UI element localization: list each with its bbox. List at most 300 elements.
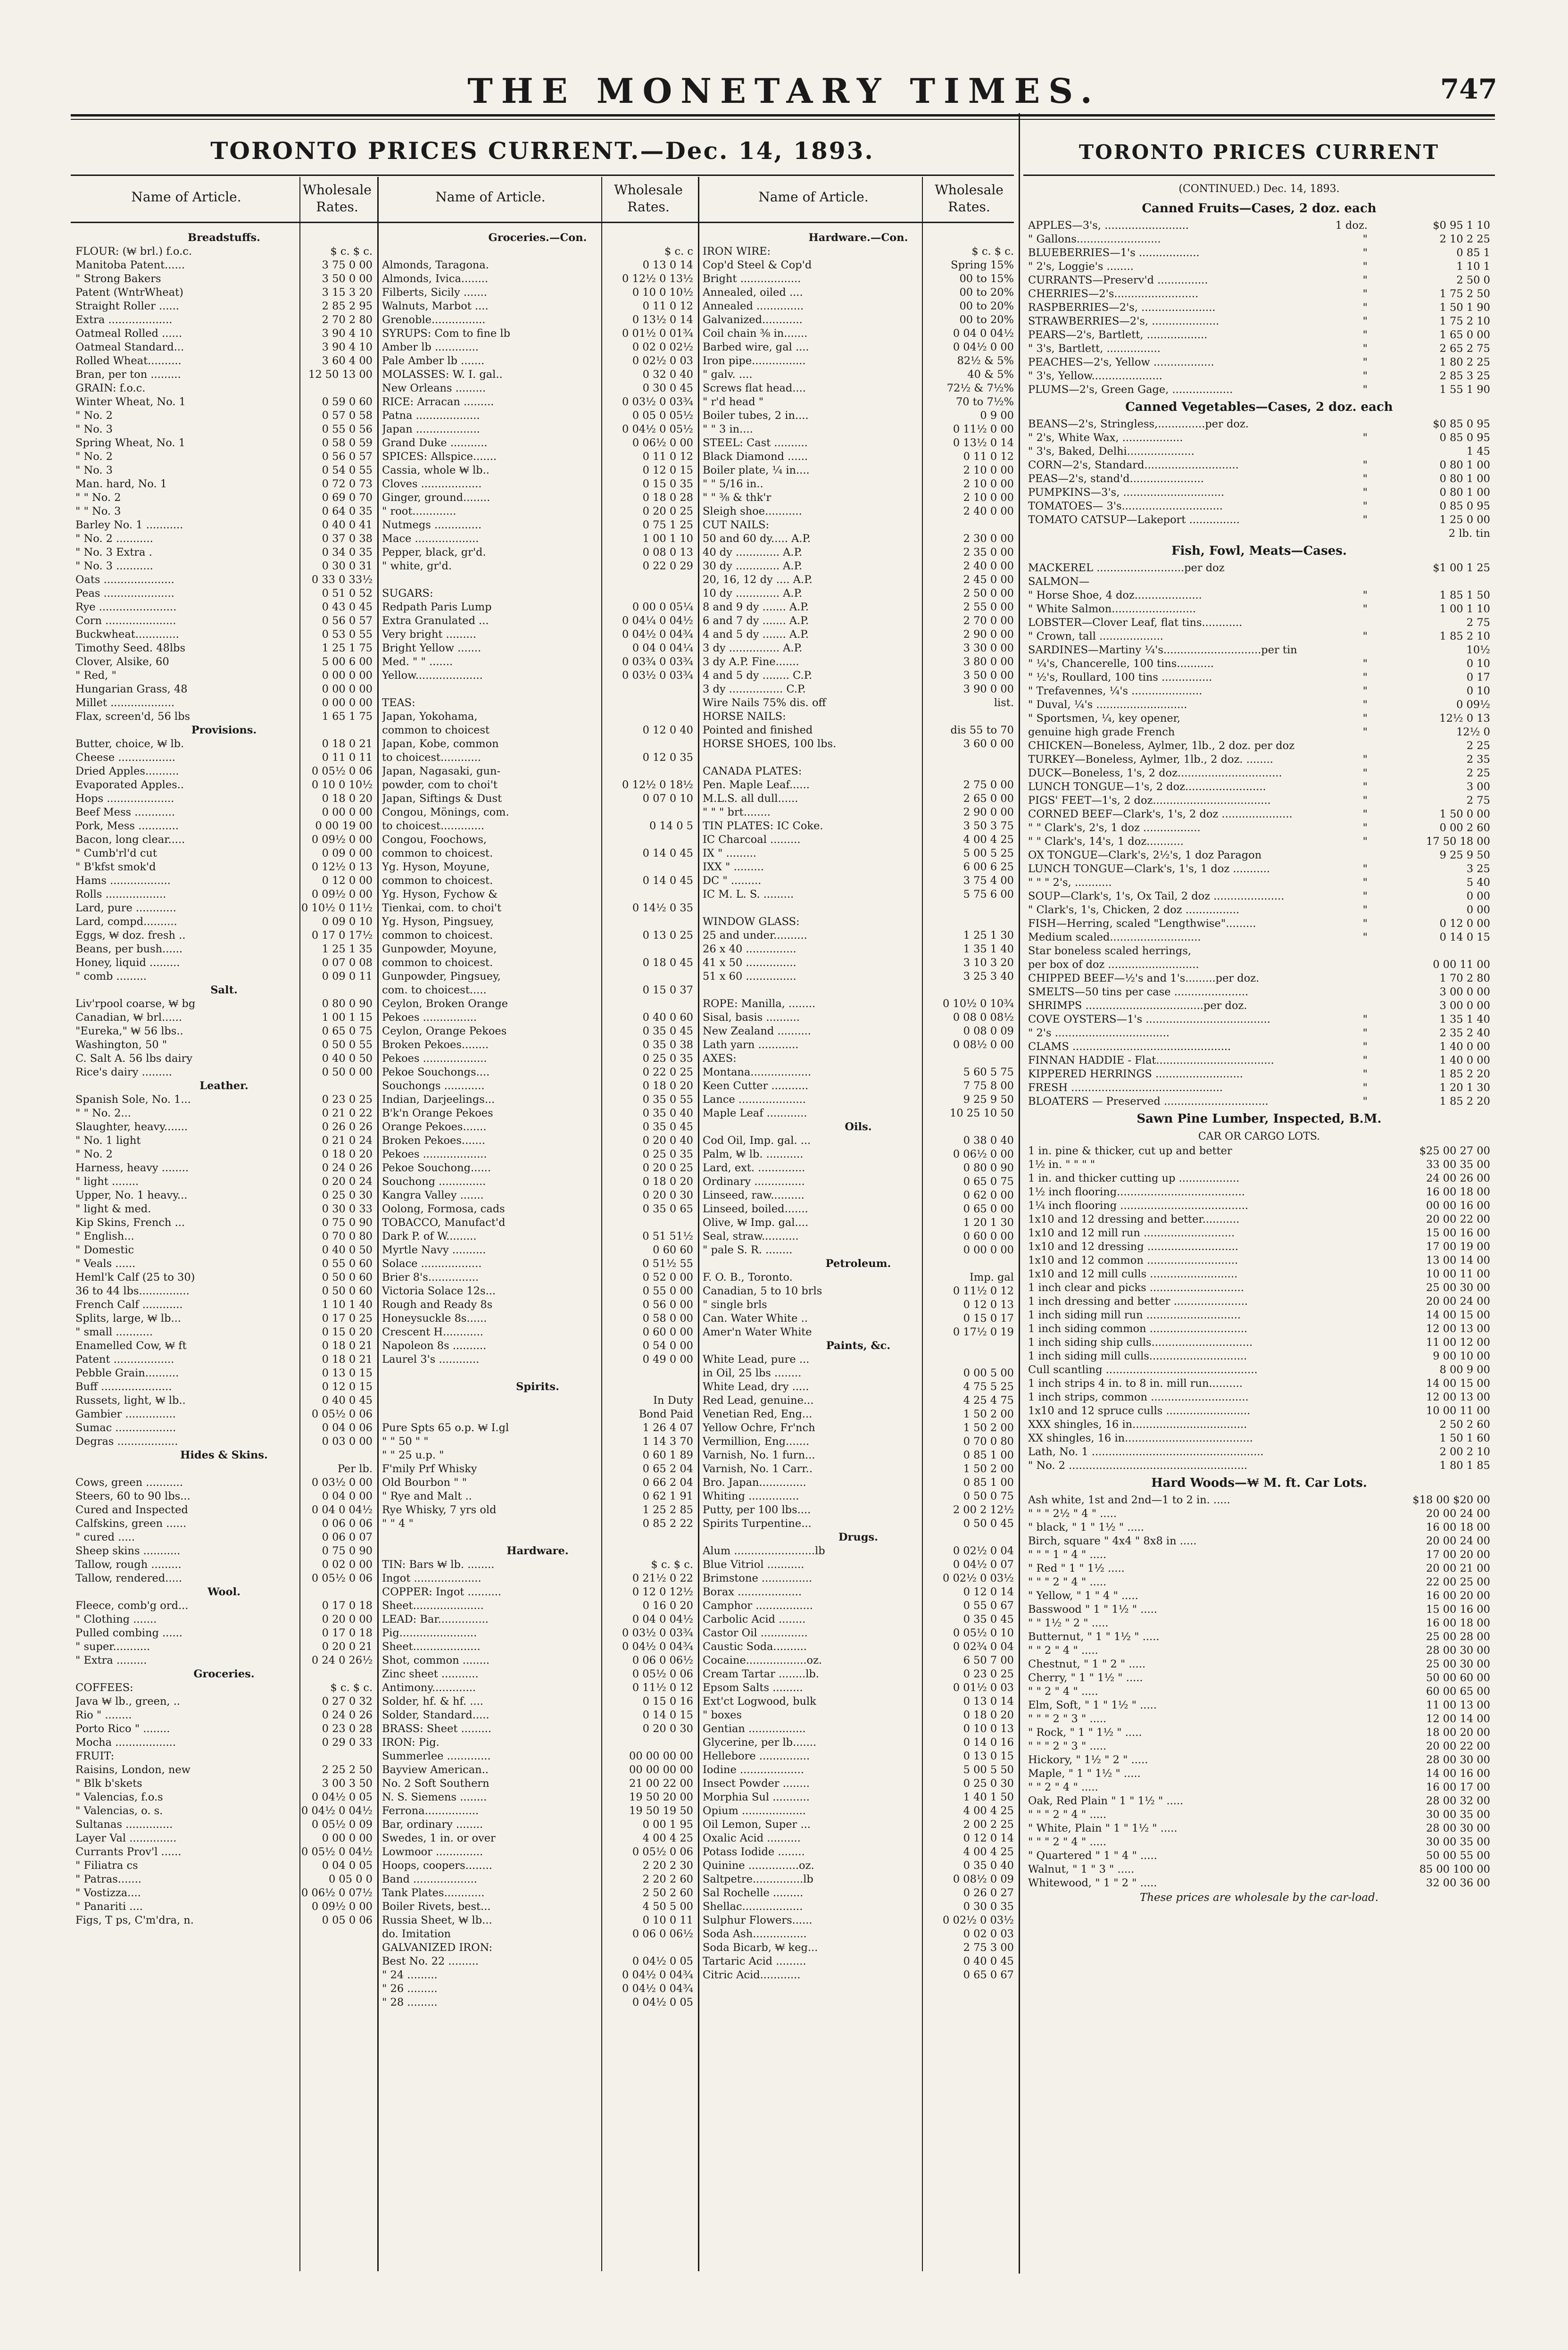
price-row: [1028, 1213, 1490, 1226]
price-row: [382, 1695, 693, 1708]
article-name: Redpath Paris Lump: [382, 601, 492, 613]
wholesale-rate: 15 00 16 00: [1426, 1227, 1490, 1239]
unit-mark: ": [1362, 1041, 1368, 1053]
price-row: [703, 1353, 1014, 1367]
article-name: TURKEY—Boneless, Aylmer, 1lb., 2 doz. ........: [1028, 753, 1273, 766]
article-name: " " " brt........: [703, 806, 771, 818]
article-name: " Rock, " 1 " 1½ " .....: [1028, 1726, 1142, 1739]
wholesale-rate: 0 18 0 20: [963, 1709, 1014, 1721]
wholesale-rate: 0 55 0 00: [642, 1285, 693, 1297]
price-row: [703, 368, 1014, 382]
article-name: GRAIN: f.o.c.: [75, 382, 146, 394]
price-row: [703, 532, 1014, 546]
price-row: [382, 1640, 693, 1654]
wholesale-rate: 0 18 0 45: [642, 957, 693, 969]
article-name: " Valencias, o. s.: [75, 1805, 163, 1817]
price-row: [382, 1476, 693, 1490]
wholesale-rate: 1 45: [1466, 445, 1490, 458]
lumber-heading: Sawn Pine Lumber, Inspected, B.M.: [1137, 1112, 1382, 1126]
wholesale-rate: 0 04 0 05: [322, 1859, 373, 1872]
section-heading: Petroleum.: [825, 1258, 891, 1270]
wholesale-rate: 0 50 0 60: [322, 1271, 373, 1283]
article-name: " super...........: [75, 1641, 150, 1653]
price-row: [1028, 1617, 1490, 1630]
wholesale-rate: 9 00 10 00: [1433, 1350, 1490, 1362]
article-name: " ½'s, Roullard, 100 tins ...............: [1028, 671, 1212, 683]
price-row: [703, 423, 1014, 436]
wholesale-rate: 2 40 0 00: [963, 560, 1014, 572]
wholesale-rate: 1 55 1 90: [1439, 383, 1490, 396]
wholesale-rate: 1 25 2 85: [642, 1504, 693, 1516]
unit-mark: ": [1362, 356, 1368, 368]
article-name: French Calf ............: [75, 1299, 183, 1311]
article-name: Canadian, 5 to 10 brls: [703, 1285, 822, 1297]
price-row: [703, 1859, 1014, 1873]
wholesale-rate: 2 55 0 00: [963, 601, 1014, 613]
price-row: [382, 942, 693, 956]
price-row: [75, 1435, 373, 1449]
wholesale-rate: $0 85 0 95: [1433, 418, 1490, 430]
wholesale-rate: 0 25 0 35: [642, 1148, 693, 1160]
article-name: 3 dy ................ C.P.: [703, 683, 806, 695]
wholesale-rate: 0 03½ 0 03¾: [622, 396, 693, 408]
unit-mark: ": [1362, 486, 1368, 499]
wholesale-rate: 1 85 2 20: [1439, 1095, 1490, 1108]
article-name: " No. 1 light: [75, 1134, 141, 1147]
price-row: [382, 1449, 693, 1462]
wholesale-rate: 0 13½ 0 14: [953, 437, 1014, 449]
wholesale-rate: 0 04 0 00: [322, 1490, 373, 1502]
price-row: [382, 929, 693, 942]
col-divider: [1019, 113, 1020, 2274]
article-name: Med. " " .......: [382, 656, 453, 668]
wholesale-rate: 0 40 0 41: [322, 519, 373, 531]
wholesale-rate: 0 02½ 0 03: [632, 355, 693, 367]
article-name: Dried Apples..........: [75, 765, 179, 777]
price-row: [1028, 1226, 1490, 1240]
wholesale-rate: 5 00 6 00: [322, 656, 373, 668]
wholesale-rate: 1 00 1 15: [322, 1011, 373, 1024]
article-name: Degras ..................: [75, 1435, 178, 1448]
price-row: [382, 1982, 693, 1996]
article-name: 1 in. and thicker cutting up ..................: [1028, 1172, 1240, 1184]
unit-mark: ": [1362, 589, 1368, 601]
col-divider: [698, 177, 699, 2271]
price-row: [703, 1216, 1014, 1230]
price-row: [75, 1859, 373, 1873]
price-row: [75, 1599, 373, 1613]
wholesale-rate: 2 40 0 00: [963, 505, 1014, 517]
price-row: [75, 806, 373, 819]
wholesale-rate: 2 10 0 00: [963, 464, 1014, 476]
price-row: [703, 1832, 1014, 1845]
article-name: Soda Ash................: [703, 1928, 807, 1940]
article-name: Japan, Kobe, common: [382, 738, 499, 750]
article-name: BEANS—2's, Stringless,..............per doz.: [1028, 418, 1249, 430]
article-name: Boiler Rivets, best...: [382, 1900, 491, 1913]
price-row: [1028, 1835, 1490, 1849]
wholesale-rate: 4 00 4 25: [642, 1832, 693, 1844]
price-row: [382, 1271, 693, 1284]
wholesale-rate: 33 00 35 00: [1426, 1158, 1490, 1171]
wholesale-rate: 0 65 0 00: [963, 1203, 1014, 1215]
article-name: " " Clark's, 2's, 1 doz .................: [1028, 822, 1201, 834]
article-name: Yellow....................: [382, 669, 483, 682]
article-name: Linseed, boiled.......: [703, 1203, 808, 1215]
unit-mark: ": [1362, 931, 1368, 943]
price-column-3: [703, 231, 1014, 1982]
article-name: " Veals ......: [75, 1258, 136, 1270]
price-row: [382, 1435, 693, 1449]
wholesale-rate: 0 21 0 24: [322, 1134, 373, 1147]
unit-mark: ": [1362, 514, 1368, 526]
article-name: Lath yarn ............: [703, 1039, 799, 1051]
article-name: Ceylon, Broken Orange: [382, 998, 508, 1010]
price-row: [703, 874, 1014, 888]
price-row: [382, 1353, 693, 1367]
price-row: [382, 1038, 693, 1052]
price-row: [75, 765, 373, 778]
price-row: [1028, 458, 1490, 472]
article-name: Yg. Hyson, Fychow &: [382, 888, 498, 900]
unit-mark: ": [1362, 233, 1368, 245]
price-row: [703, 1681, 1014, 1695]
article-name: Galvanized............: [703, 314, 803, 326]
article-name: " Blk b'skets: [75, 1777, 142, 1790]
price-row: [75, 669, 373, 683]
wholesale-rate: 0 17 0 25: [322, 1312, 373, 1325]
price-row: [703, 518, 1014, 532]
price-row: [703, 1189, 1014, 1202]
price-row: [1028, 417, 1490, 431]
price-row: [382, 765, 693, 778]
price-row: [75, 1421, 373, 1435]
wholesale-rate: 2 10 2 25: [1439, 233, 1490, 245]
article-name: Rye .......................: [75, 601, 177, 613]
article-name: Timothy Seed. 48lbs: [75, 642, 186, 654]
price-row: [75, 245, 373, 258]
wholesale-rate: 3 15 3 20: [322, 286, 373, 299]
article-name: 8 and 9 dy ....... A.P.: [703, 601, 809, 613]
article-name: CANADA PLATES:: [703, 765, 802, 777]
wholesale-rate: 0 85 0 95: [1439, 500, 1490, 512]
wholesale-rate: Bond Paid: [639, 1408, 693, 1420]
article-name: Steers, 60 to 90 lbs...: [75, 1490, 191, 1502]
wholesale-rate: 0 56 0 57: [322, 450, 373, 463]
wholesale-rate: 2 45 0 00: [963, 574, 1014, 586]
wholesale-rate: 1 70 2 80: [1439, 972, 1490, 984]
article-name: Venetian Red, Eng...: [703, 1408, 813, 1420]
unit-mark: ": [1362, 767, 1368, 779]
article-name: " Crown, tall ...................: [1028, 630, 1163, 642]
price-row: [703, 1462, 1014, 1476]
price-row: [382, 258, 693, 272]
article-name: Solder, Standard.....: [382, 1709, 489, 1721]
article-name: Bar, ordinary ........: [382, 1818, 483, 1831]
wholesale-rate: 0 12 0 15: [322, 1381, 373, 1393]
article-name: Varnish, No. 1 furn...: [703, 1449, 815, 1461]
wholesale-rate: $ c. $ c.: [971, 245, 1014, 258]
price-row: [382, 587, 693, 600]
article-name: APPLES—3's, .........................: [1028, 219, 1189, 232]
price-row: [75, 1339, 373, 1353]
wholesale-rate: 0 02 0 02½: [632, 341, 693, 353]
price-row: [382, 573, 693, 587]
article-name: Broken Pekoes.......: [382, 1134, 485, 1147]
price-row: [1028, 1781, 1490, 1794]
article-name: Bran, per ton .........: [75, 368, 181, 381]
wholesale-rate: 17 00 20 00: [1426, 1549, 1490, 1561]
price-row: [703, 1585, 1014, 1599]
price-row: [75, 628, 373, 642]
price-row: [75, 1750, 373, 1763]
article-name: " pale S. R. ........: [703, 1244, 793, 1256]
article-name: Vermillion, Eng.......: [703, 1435, 810, 1448]
price-row: [75, 1531, 373, 1544]
unit-mark: ": [1362, 712, 1368, 725]
price-row: [1028, 1507, 1490, 1521]
article-name: " No. 2 .....................................................: [1028, 1459, 1248, 1472]
wholesale-rate: 0 17: [1466, 671, 1490, 683]
wholesale-rate: 0 04½ 0 07: [953, 1558, 1014, 1571]
price-row: [382, 1859, 693, 1873]
wholesale-rate: 0 10½ 0 10¾: [943, 998, 1014, 1010]
price-row: [75, 1613, 373, 1626]
article-name: Old Bourbon " ": [382, 1476, 467, 1489]
price-row: [75, 847, 373, 860]
wholesale-rate: 0 50 0 75: [963, 1490, 1014, 1502]
wholesale-rate: 0 52 0 00: [642, 1271, 693, 1283]
wholesale-rate: 0 40 0 45: [322, 1394, 373, 1407]
price-row: [1028, 472, 1490, 486]
unit-mark: ": [1362, 473, 1368, 485]
article-name: common to choicest: [382, 724, 490, 736]
wholesale-rate: 17 00 19 00: [1426, 1241, 1490, 1253]
wholesale-rate: 0 11½ 0 00: [953, 423, 1014, 435]
wholesale-rate: 0 25 0 35: [642, 1052, 693, 1065]
article-name: Manitoba Patent......: [75, 259, 185, 271]
price-row: [1028, 1026, 1490, 1040]
price-row: [382, 1626, 693, 1640]
article-name: Man. hard, No. 1: [75, 478, 167, 490]
wholesale-rate: 0 14 0 15: [642, 1709, 693, 1721]
wholesale-rate: 0 18 0 21: [322, 1340, 373, 1352]
price-row: [75, 532, 373, 546]
wholesale-rate: 1 50 2 00: [963, 1408, 1014, 1420]
price-row: [382, 1325, 693, 1339]
unit-mark: ": [1362, 1027, 1368, 1039]
unit-mark: ": [1362, 370, 1368, 382]
price-row: [1028, 369, 1490, 383]
wholesale-rate: 7 75 8 00: [963, 1080, 1014, 1092]
wholesale-rate: 0 56 0 57: [322, 615, 373, 627]
wholesale-rate: 0 38 0 40: [963, 1134, 1014, 1147]
section-heading: Hides & Skins.: [180, 1449, 268, 1461]
wholesale-rate: 0 85 1 00: [963, 1476, 1014, 1489]
wholesale-rate: 0 03½ 0 03¾: [622, 669, 693, 682]
price-row: [75, 518, 373, 532]
article-name: FINNAN HADDIE - Flat...................................: [1028, 1054, 1274, 1067]
col2-rates-header: Wholesale Rates.: [614, 182, 683, 215]
article-name: F'mily Prf Whisky: [382, 1463, 477, 1475]
article-name: 20, 16, 12 dy .... A.P.: [703, 574, 813, 586]
article-name: " 3's, Yellow.....................: [1028, 370, 1162, 382]
article-name: New Zealand ..........: [703, 1025, 811, 1037]
price-row: [1028, 999, 1490, 1013]
wholesale-rate: 14 00 15 00: [1426, 1309, 1490, 1321]
price-row: [382, 1763, 693, 1777]
wholesale-rate: 25 00 30 00: [1426, 1282, 1490, 1294]
price-row: [703, 983, 1014, 997]
article-name: Patna ...................: [382, 409, 480, 422]
article-name: Ingot ....................: [382, 1572, 481, 1584]
wholesale-rate: 22 00 25 00: [1426, 1576, 1490, 1588]
article-name: Tartaric Acid .........: [703, 1955, 806, 1967]
wholesale-rate: 0 75 0 90: [322, 1217, 373, 1229]
article-name: Fleece, comb'g ord...: [75, 1600, 189, 1612]
article-name: " " Clark's, 14's, 1 doz...........: [1028, 835, 1184, 848]
article-name: RICE: Arracan .........: [382, 396, 494, 408]
left-section-title: TORONTO PRICES CURRENT.—Dec. 14, 1893.: [210, 137, 874, 165]
wholesale-rate: 0 03¾ 0 03¾: [622, 656, 693, 668]
article-name: 3 dy ............... A.P.: [703, 642, 803, 654]
price-row: [382, 778, 693, 792]
price-row: [703, 1435, 1014, 1449]
price-row: [75, 1544, 373, 1558]
wholesale-rate: 0 11 0 11: [322, 751, 373, 764]
article-name: Lance ....................: [703, 1093, 806, 1106]
price-row: [75, 1695, 373, 1708]
wholesale-rate: 0 05½ 0 06: [311, 1572, 373, 1584]
price-row: [703, 628, 1014, 642]
wholesale-rate: 0 04½ 0 04¾: [622, 628, 693, 641]
article-name: CORN—2's, Standard............................: [1028, 459, 1239, 471]
wholesale-rate: 0 26 0 26: [322, 1121, 373, 1133]
article-name: Oil Lemon, Super ...: [703, 1818, 811, 1831]
price-row: [703, 1517, 1014, 1531]
wholesale-rate: 0 12 0 40: [642, 724, 693, 736]
article-name: Peas .....................: [75, 587, 174, 600]
price-row: [703, 1503, 1014, 1517]
unit-mark: ": [1362, 288, 1368, 300]
masthead: [0, 71, 1568, 132]
section-heading: Groceries.: [193, 1668, 255, 1680]
price-row: [382, 286, 693, 300]
price-row: [1028, 513, 1490, 527]
wholesale-rate: 0 09 0 00: [322, 847, 373, 859]
price-row: [75, 874, 373, 888]
canned-fruits-heading: Canned Fruits—Cases, 2 doz. each: [1142, 201, 1377, 216]
article-name: COVE OYSTERS—1's .....................................: [1028, 1013, 1270, 1025]
article-name: Victoria Solace 12s...: [382, 1285, 496, 1297]
article-name: " Panariti ....: [75, 1900, 143, 1913]
price-row: [382, 1572, 693, 1585]
wholesale-rate: 0 05 0 06: [322, 1914, 373, 1926]
price-row: [1028, 1095, 1490, 1108]
price-row: [382, 1900, 693, 1914]
article-name: Opium ...................: [703, 1805, 806, 1817]
article-name: FRESH .............................................: [1028, 1082, 1223, 1094]
price-row: [382, 1093, 693, 1107]
price-row: [1028, 589, 1490, 602]
wholesale-rate: 0 70 0 80: [963, 1435, 1014, 1448]
price-row: [703, 395, 1014, 409]
price-row: [382, 1791, 693, 1804]
wholesale-rate: 2 65 2 75: [1439, 342, 1490, 355]
wholesale-rate: 25 00 30 00: [1426, 1658, 1490, 1670]
article-name: Pebble Grain..........: [75, 1367, 179, 1379]
price-row: [703, 573, 1014, 587]
article-name: LUNCH TONGUE—Clark's, 1's, 1 doz ...........: [1028, 863, 1270, 875]
price-row: [382, 901, 693, 915]
wholesale-rate: 0 07 0 08: [322, 957, 373, 969]
price-row: [1028, 1054, 1490, 1067]
article-name: Spanish Sole, No. 1...: [75, 1093, 191, 1106]
wholesale-rate: 0 05½ 0 06: [632, 1668, 693, 1680]
wholesale-rate: 2 lb. tin: [1448, 527, 1490, 540]
unit-mark: ": [1362, 342, 1368, 355]
wholesale-rate: 0 04½ 0 00: [953, 341, 1014, 353]
wholesale-rate: $25 00 27 00: [1419, 1145, 1490, 1157]
article-name: "Eureka," ₩ 56 lbs..: [75, 1025, 183, 1037]
price-row: [75, 1161, 373, 1175]
col1-name-header: Name of Article.: [131, 189, 241, 205]
price-row: [382, 1298, 693, 1312]
article-name: Hungarian Grass, 48: [75, 683, 188, 695]
wholesale-rate: 0 05½ 0 06: [632, 1846, 693, 1858]
price-row: [382, 1968, 693, 1982]
article-name: Screws flat head....: [703, 382, 806, 394]
article-name: Liv'rpool coarse, ₩ bg: [75, 998, 196, 1010]
wholesale-rate: 0 14 0 16: [963, 1736, 1014, 1749]
wholesale-rate: 5 75 6 00: [963, 888, 1014, 900]
price-row: [75, 683, 373, 696]
price-row: [75, 341, 373, 354]
wholesale-rate: 3 00 3 50: [322, 1777, 373, 1790]
price-row: [382, 559, 693, 573]
article-name: com. to choicest.....: [382, 984, 487, 996]
price-row: [382, 669, 693, 683]
price-row: [382, 1804, 693, 1818]
article-name: " white, gr'd.: [382, 560, 452, 572]
article-name: 3 dy A.P. Fine.......: [703, 656, 799, 668]
wholesale-rate: 0 00 0 00: [322, 697, 373, 709]
price-row: [75, 1394, 373, 1408]
price-row: [1028, 1404, 1490, 1418]
wholesale-rate: 30 00 35 00: [1426, 1836, 1490, 1848]
article-name: powder, com to choi't: [382, 779, 498, 791]
wholesale-rate: 0 25 0 30: [963, 1777, 1014, 1790]
article-name: in Oil, 25 lbs ........: [703, 1367, 802, 1379]
article-name: Can. Water White ..: [703, 1312, 808, 1325]
article-name: 1 inch siding ship culls..............................: [1028, 1336, 1253, 1349]
price-row: [75, 1722, 373, 1736]
article-name: PUMPKINS—3's, ..............................: [1028, 486, 1225, 499]
price-row: [382, 436, 693, 450]
wholesale-rate: 0 12 0 15: [642, 464, 693, 476]
wholesale-rate: 3 60 0 00: [963, 738, 1014, 750]
wholesale-rate: 16 00 18 00: [1426, 1521, 1490, 1533]
wholesale-rate: 0 17½ 0 19: [953, 1326, 1014, 1338]
price-row: [382, 423, 693, 436]
article-name: Upper, No. 1 heavy...: [75, 1189, 188, 1201]
article-name: Lard, pure ............: [75, 902, 176, 914]
wholesale-rate: 0 08 0 13: [642, 546, 693, 558]
price-row: [75, 1353, 373, 1367]
price-row: [703, 258, 1014, 272]
price-row: [703, 1148, 1014, 1161]
price-row: [703, 929, 1014, 942]
